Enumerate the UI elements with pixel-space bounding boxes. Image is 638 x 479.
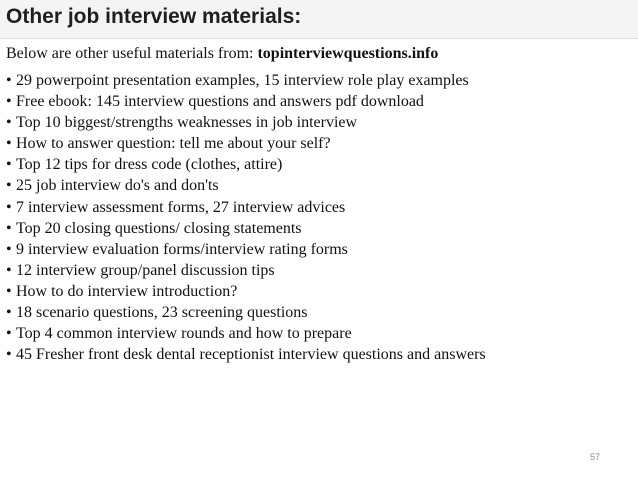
list-item	[6, 281, 486, 302]
list-item-text: Top 12 tips for dress code (clothes, attire)	[16, 156, 283, 174]
list-item-text: How to do interview introduction?	[16, 282, 238, 300]
list-item	[6, 239, 486, 260]
list-item	[6, 218, 486, 239]
list-item-text: 25 job interview do's and don'ts	[16, 177, 219, 195]
list-item-text: 18 scenario questions, 23 screening questions	[16, 304, 308, 322]
list-item-text: 45 Fresher front desk dental receptionist interview questions and answers	[16, 346, 486, 364]
list-item-text: Top 20 closing questions/ closing statements	[16, 219, 302, 237]
bullet-icon: •	[6, 304, 12, 322]
bullet-icon: •	[6, 93, 12, 111]
bullet-icon: •	[6, 156, 12, 174]
bullet-icon: •	[6, 114, 12, 132]
slide-title: Other job interview materials:	[6, 5, 302, 28]
bullet-icon: •	[6, 177, 12, 195]
intro-text: Below are other useful materials from:	[6, 45, 258, 62]
list-item-text: Free ebook: 145 interview questions and answers pdf download	[16, 93, 424, 111]
list-item-text: 9 interview evaluation forms/interview rating forms	[16, 240, 348, 258]
list-item-text: 12 interview group/panel discussion tips	[16, 261, 275, 279]
bullet-icon: •	[6, 282, 12, 300]
list-item	[6, 344, 486, 365]
list-item-text: How to answer question: tell me about your self?	[16, 135, 331, 153]
list-item	[6, 91, 486, 112]
bullet-icon: •	[6, 72, 12, 89]
page-number: 57	[589, 452, 600, 462]
site-name: topinterviewquestions.info	[257, 45, 439, 62]
list-item	[6, 154, 486, 175]
bullet-icon: •	[6, 219, 12, 237]
list-item	[6, 323, 486, 344]
list-item	[6, 302, 486, 323]
list-item-text: 29 powerpoint presentation examples, 15 interview role play examples	[16, 72, 469, 89]
list-item	[6, 112, 486, 133]
bullet-icon: •	[6, 346, 12, 364]
bullet-icon: •	[6, 261, 12, 279]
bullet-icon: •	[6, 198, 12, 216]
list-item	[6, 133, 486, 154]
list-item	[6, 175, 486, 196]
title-bar	[0, 0, 638, 39]
list-item-text: Top 4 common interview rounds and how to prepare	[16, 325, 352, 343]
bullet-icon: •	[6, 135, 12, 153]
list-item	[6, 70, 486, 91]
bullet-icon: •	[6, 240, 12, 258]
intro-line	[6, 45, 438, 63]
list-item	[6, 260, 486, 281]
list-item-text: Top 10 biggest/strengths weaknesses in job interview	[16, 114, 358, 132]
bullet-icon: •	[6, 325, 12, 343]
list-item	[6, 197, 486, 218]
list-item-text: 7 interview assessment forms, 27 interview advices	[16, 198, 346, 216]
materials-list	[6, 70, 486, 365]
